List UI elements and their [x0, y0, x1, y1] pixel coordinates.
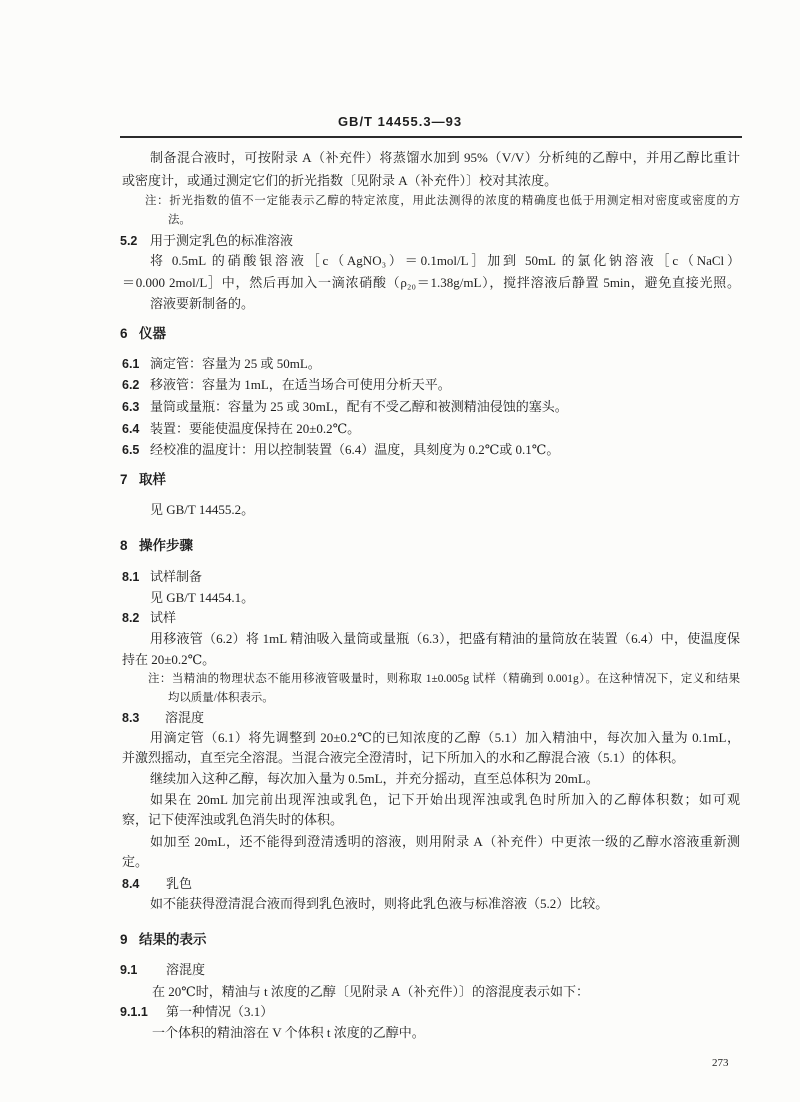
chapter-7-title: 取样 [139, 472, 166, 487]
clause-6-1-number: 6.1 [122, 357, 140, 371]
clause-6-4-number: 6.4 [122, 422, 140, 436]
clause-8-4-text: 如不能获得澄清混合液而得到乳色液时，则将此乳色液与标准溶液（5.2）比较。 [150, 896, 609, 911]
clause-5-2-line: 溶液要新制备的。 [150, 296, 255, 311]
clause-8-3-line: 用滴定管（6.1）将先调整到 20±0.2℃的已知浓度的乙醇（5.1）加入精油中，每次加入量为 0.1mL， [150, 730, 740, 745]
clause-8-3-line: 定。 [122, 854, 149, 869]
chapter-6-number: 6 [120, 326, 128, 341]
clause-9-1-1-text: 一个体积的精油溶在 V 个体积 t 浓度的乙醇中。 [152, 1025, 425, 1040]
header-rule [120, 136, 742, 138]
clause-8-2-note-line: 均以质量/体积表示。 [168, 692, 274, 704]
clause-6-2-number: 6.2 [122, 378, 140, 392]
clause-8-3-line: 察，记下使浑浊或乳色消失时的体积。 [122, 812, 344, 827]
chapter-8-title: 操作步骤 [139, 538, 193, 553]
clause-8-3-line: 继续加入这种乙醇，每次加入量为 0.5mL，并充分摇动，直至总体积为 20mL。 [150, 771, 599, 786]
clause-9-1-number: 9.1 [120, 963, 138, 977]
clause-5-2-title: 用于测定乳色的标准溶液 [150, 233, 294, 248]
clause-6-3-number: 6.3 [122, 400, 140, 414]
chapter-9-number: 9 [120, 932, 128, 947]
clause-8-1-text: 见 GB/T 14454.1。 [150, 590, 255, 605]
clause-8-3-line: 如果在 20mL 加完前出现浑浊或乳色，记下开始出现浑浊或乳色时所加入的乙醇体积数；如可观 [150, 792, 740, 807]
chapter-7-text: 见 GB/T 14455.2。 [150, 502, 255, 517]
intro-paragraph-line: 或密度计，或通过测定它们的折光指数〔见附录 A（补充件）〕校对其浓度。 [122, 173, 558, 188]
clause-8-2-number: 8.2 [122, 611, 140, 625]
clause-8-1-number: 8.1 [122, 570, 140, 584]
clause-6-3-text: 量筒或量瓶：容量为 25 或 30mL，配有不受乙醇和被测精油侵蚀的塞头。 [150, 399, 568, 414]
intro-note-line: 法。 [168, 214, 191, 226]
clause-8-2-note-line: 注：当精油的物理状态不能用移液管吸量时，则称取 1±0.005g 试样（精确到 0.001g）。在这种情况下，定义和结果 [148, 673, 740, 685]
chapter-9-title: 结果的表示 [139, 932, 207, 947]
clause-5-2-line: ＝0.000 2mol/L］中，然后再加入一滴浓硝酸（ρ₂₀＝1.38g/mL），搅拌溶液后静置 5min，避免直接光照。 [122, 275, 740, 290]
clause-9-1-title: 溶混度 [166, 962, 206, 977]
clause-8-4-title: 乳色 [166, 876, 193, 891]
clause-8-4-number: 8.4 [122, 877, 140, 891]
clause-6-1-text: 滴定管：容量为 25 或 50mL。 [150, 356, 321, 371]
chapter-8-number: 8 [120, 538, 128, 553]
chapter-7-number: 7 [120, 472, 128, 487]
clause-5-2-number: 5.2 [120, 234, 138, 248]
clause-8-2-title: 试样 [150, 610, 177, 625]
clause-5-2-line: 将 0.5mL 的硝酸银溶液［c（AgNO₃）＝0.1mol/L］加到 50mL 的氯化钠溶液［c（NaCl） [150, 253, 740, 268]
clause-9-1-text: 在 20℃时，精油与 t 浓度的乙醇〔见附录 A（补充件）〕的溶混度表示如下： [152, 984, 590, 999]
clause-8-3-line: 并激烈摇动，直至完全溶混。当混合液完全澄清时，记下所加入的水和乙醇混合液（5.1）的体积。 [122, 750, 685, 765]
clause-8-3-line: 如加至 20mL，还不能得到澄清透明的溶液，则用附录 A（补充件）中更浓一级的乙醇水溶液重新测 [150, 834, 740, 849]
intro-note-line: 注：折光指数的值不一定能表示乙醇的特定浓度，用此法测得的浓度的精确度也低于用测定相对密度或密度的方 [145, 195, 740, 207]
clause-9-1-1-title: 第一种情况（3.1） [166, 1004, 274, 1019]
clause-6-5-text: 经校准的温度计：用以控制装置（6.4）温度，具刻度为 0.2℃或 0.1℃。 [150, 442, 560, 457]
clause-9-1-1-number: 9.1.1 [120, 1005, 148, 1019]
running-header: GB/T 14455.3—93 [337, 114, 463, 129]
clause-6-5-number: 6.5 [122, 443, 140, 457]
clause-6-4-text: 装置：要能使温度保持在 20±0.2℃。 [150, 421, 361, 436]
page-number: 273 [712, 1057, 729, 1069]
clause-8-2-line: 用移液管（6.2）将 1mL 精油吸入量筒或量瓶（6.3），把盛有精油的量筒放在装置（6.4）中，使温度保 [150, 631, 740, 646]
chapter-6-title: 仪器 [139, 326, 166, 341]
clause-8-1-title: 试样制备 [150, 569, 203, 584]
clause-6-2-text: 移液管：容量为 1mL，在适当场合可使用分析天平。 [150, 377, 451, 392]
clause-8-2-line: 持在 20±0.2℃。 [122, 652, 216, 667]
clause-8-3-number: 8.3 [122, 711, 140, 725]
intro-paragraph-line: 制备混合液时，可按附录 A（补充件）将蒸馏水加到 95%（V/V）分析纯的乙醇中，并用乙醇比重计 [150, 150, 740, 165]
clause-8-3-title: 溶混度 [165, 710, 205, 725]
